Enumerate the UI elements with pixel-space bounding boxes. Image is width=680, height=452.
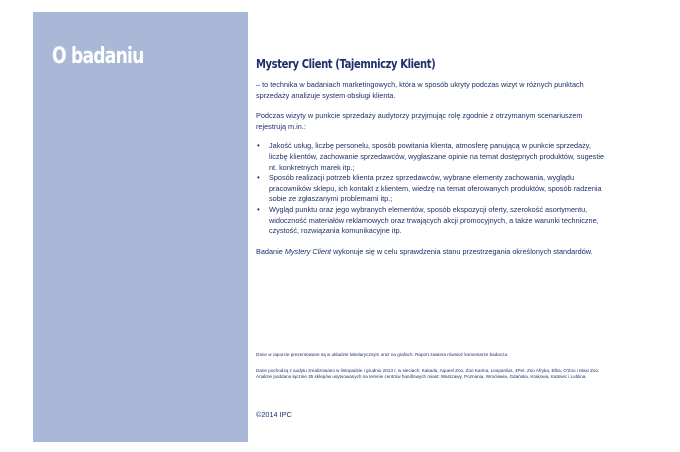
footnote-data-source: Dane pochodzą z audytu zrealizowano w listopadzie i grudniu 2013 r. w sieciach: Kakadu, Aqueel Zoo, Zoo Karina, Leopardus, 4Pet, Zoo Afryka, Elba, O'Zoo i Maxi Zoo. Analizie poddano łącznie 35 sklepów usytuowanych na terenie centrów handlowych miast: Warszawy, Poznania, Wrocławia, Gdańska, Krakowa, Katowic i Lublina. [256,368,600,380]
footnote-data-format: Dane w raporcie prezentowane są w układzie tabelarycznym oraz na grafach. Raport zawiera również komentarze badacza. [256,352,509,357]
closing-emphasis: Mystery Client [284,246,332,256]
sidebar-title: O badaniu [52,44,144,69]
main-heading: Mystery Client (Tajemniczy Klient) [256,56,436,71]
visit-paragraph: Podczas wizyty w punkcie sprzedaży audytorzy przyjmując rolę zgodnie z otrzymanym scenariuszem rejestrują m.in.: [256,111,583,131]
main-content [256,56,608,257]
list-item: • Sposób realizacji potrzeb klienta przez sprzedawców, wybrane elementy zachowania, wyglądu pracowników sklepu, ich kontakt z klientem, wiedzę na temat oferowanych produktów, sposób radzenia sobie ze zgłaszanymi problemami itp.; [256,173,608,205]
closing-paragraph [256,247,608,258]
list-item: • Wygląd punktu oraz jego wybranych elementów, sposób ekspozycji oferty, szerokość asortymentu, widoczność materiałów reklamowych oraz trwających akcji promocyjnych, a także warunki techniczne, czystość, rozwiązania komunikacyjne itp. [256,205,608,237]
intro-paragraph: – to technika w badaniach marketingowych, która w sposób ukryty podczas wizyt w różnych punktach sprzedaży analizuje system obsługi klienta. [256,80,584,100]
closing-suffix: wykonuje się w celu sprawdzenia stanu przestrzegania określonych standardów. [331,246,593,256]
sidebar-panel [33,12,248,442]
list-item: • Jakość usług, liczbę personelu, sposób powitania klienta, atmosferę panującą w punkcie sprzedaży, liczbę klientów, zachowanie sprzedawców, wygłaszane opinie na temat dostępnych produktów, sugestie nt. konkretnych marek itp.; [256,141,608,173]
copyright: ©2014 IPC [256,410,292,419]
criteria-list [256,141,608,236]
closing-prefix: Badanie [256,246,285,256]
